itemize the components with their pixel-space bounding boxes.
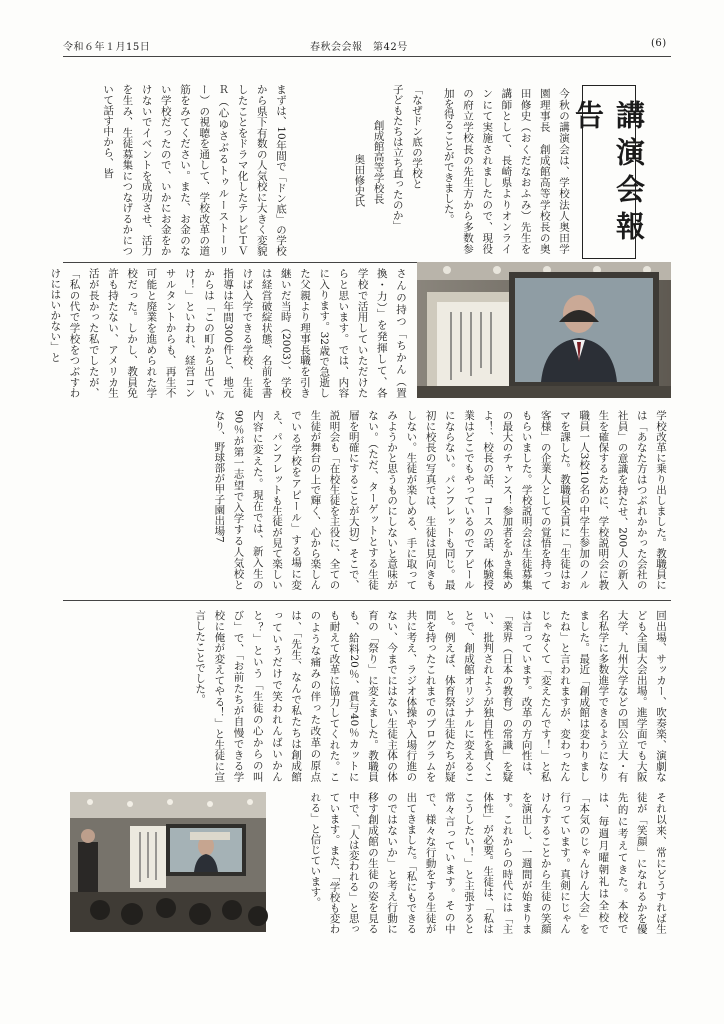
report-title: 講演会報告 <box>571 100 646 248</box>
page-number: (6) <box>651 38 667 49</box>
header-rule <box>63 56 671 57</box>
report-title-box <box>571 85 646 259</box>
tier-rule-2 <box>63 600 671 601</box>
intro-text: 今秋の講演会は、学校法人奥田学園理事長 創成館高等学校長の奥田修史（おくだなおふみ）先生を講師として、長崎県よりオンラインにて実施されましたので、現役の府立学校長の先生方から多数参加を得ることができました。 <box>442 88 570 254</box>
article-tier3-col2: それ以来、常にどうすれば生徒が「笑顔」になれるかを優先的に考えてきた。本校では、毎週月曜朝礼は全校で「本気のじゃんけん大会」を行っています。真剣にじゃんけんすることから生徒の笑顔を演出し、一週間が始まります。これからの時代には「主体性」が必要。生徒は、「私はこうしたい！」と主張すると常々言っています。その中で、様々な行動をする生徒が出てきました。「私にもできるのではないか」と考え行動に移す創成館の生徒の姿を見る中で、「人は変われる」と思っています。また、「学校も変われる」と信じています。 <box>309 792 667 934</box>
lecture-title-line2: 子どもたちは立ち直ったのか」 <box>391 84 404 231</box>
lecture-title-line1: 「なぜドン底の学校と <box>411 84 423 189</box>
issue-date: 令和６年１月15日 <box>63 42 151 53</box>
speaker-school: 創成館高等学校長 <box>372 120 385 204</box>
article-tier2-col2: 学校改革に乗り出しました。教職員には「あなた方はつぶれかかった会社の社員」の意識を持たせ、200人の新入生を確保するために、学校説明会に教職員一人3校10名の中学生参加のノルマを課した。教職員全員に「生徒はお客様」の企業人としての覚悟を持ってもらいました。学校説明会は生徒募集の最大のチャンス！参加者をかき集めよ！、校長の話、コースの話、体験授業はどこでもやっているのでアピールにならない。パンフレットも同じ。最初に校長の写真では、生徒は見向きもしない。生徒が楽しめる、手に取ってみようかと思うものにしないと意味がない。（ただ、ターゲットとする生徒層を明確にすることが大切）そこで、説明会も「在校生徒を主役に、全ての生徒が舞台の上で輝く、心から楽しんでいる学校をアピール」する場に変え、パンフレットも生徒が見て楽しい内容に変えた。現在では、新入生の90％が第一志望で入学する人気校となり、野球部が甲子園出場7 <box>213 410 667 590</box>
online-lecture-photo <box>417 262 671 398</box>
venue-photo <box>70 792 266 932</box>
article-tier2-col1: さんの持つ「ちかん（置換・力）」を発揮して、各学校で活用していただけたらと思います。では、内容に入ります。32歳で急逝した父親より理事長職を引き継いだ当時（2003）、学校は経営破綻状態、名前を書けば入学できる学校、生徒指導は年間300件と、地元からは「この町から出ていけ！」といわれ、経営コンサルタントからも、再生不可能と廃業を進められた学校だった。しかし、教員免許も持たない、アメリカ生活が長かった私でしたが、「私の代で学校をつぶすわけにはいかない」と <box>49 268 407 398</box>
article-tier1: まずは、10年間で「ドン底」の学校から県下有数の人気校に大きく変貌したことをドラマ化したテレビＴＶＲ（心ゆさぶるトゥルーストーリー）の視聴を通して、学校改革の道筋をみてください。また、お金のない学校だったので、いかにお金をかけないでイベントを成功させ、活力を生み、生徒募集につなげるかについて話す中から、皆 <box>102 84 287 256</box>
speaker-name: 奥田修史氏 <box>353 154 366 207</box>
article-tier3-col1: 回出場、サッカー、吹奏楽、演劇なども全国大会出場。進学面でも大阪大学、九州大学などの国公立大・有名私学に多数進学できるようになりました。最近「創成館は変わりましたね」と言われますが、変わったんじゃなくて「変えたんです！」と私は言っています。改革の方向性は、「業界（日本の教育）の常識」を疑い、批判されようが独自性を貫くことで、創成館オリジナルに変えること。例えば、体育祭は生徒たちが疑問を持ったこれまでのプログラムを共に考え、ラジオ体操や入場行進のない、今までにはない生徒主体の体育の「祭り」に変えました。教職員も、給料20％、賞与40％カットにも耐えて改革に協力してくれた。このような痛みの伴った改革の原点は、「先生、なんで私たちは創成館っていうだけで笑われんばいかんと？」という「生徒の心からの叫び」で、「お前たちが自慢できる学校に俺が変えてやる！」と生徒に宣言したことでした。 <box>194 610 667 782</box>
newsletter-title: 春秋会会報 第42号 <box>310 42 408 53</box>
lecture-heading <box>296 84 426 252</box>
